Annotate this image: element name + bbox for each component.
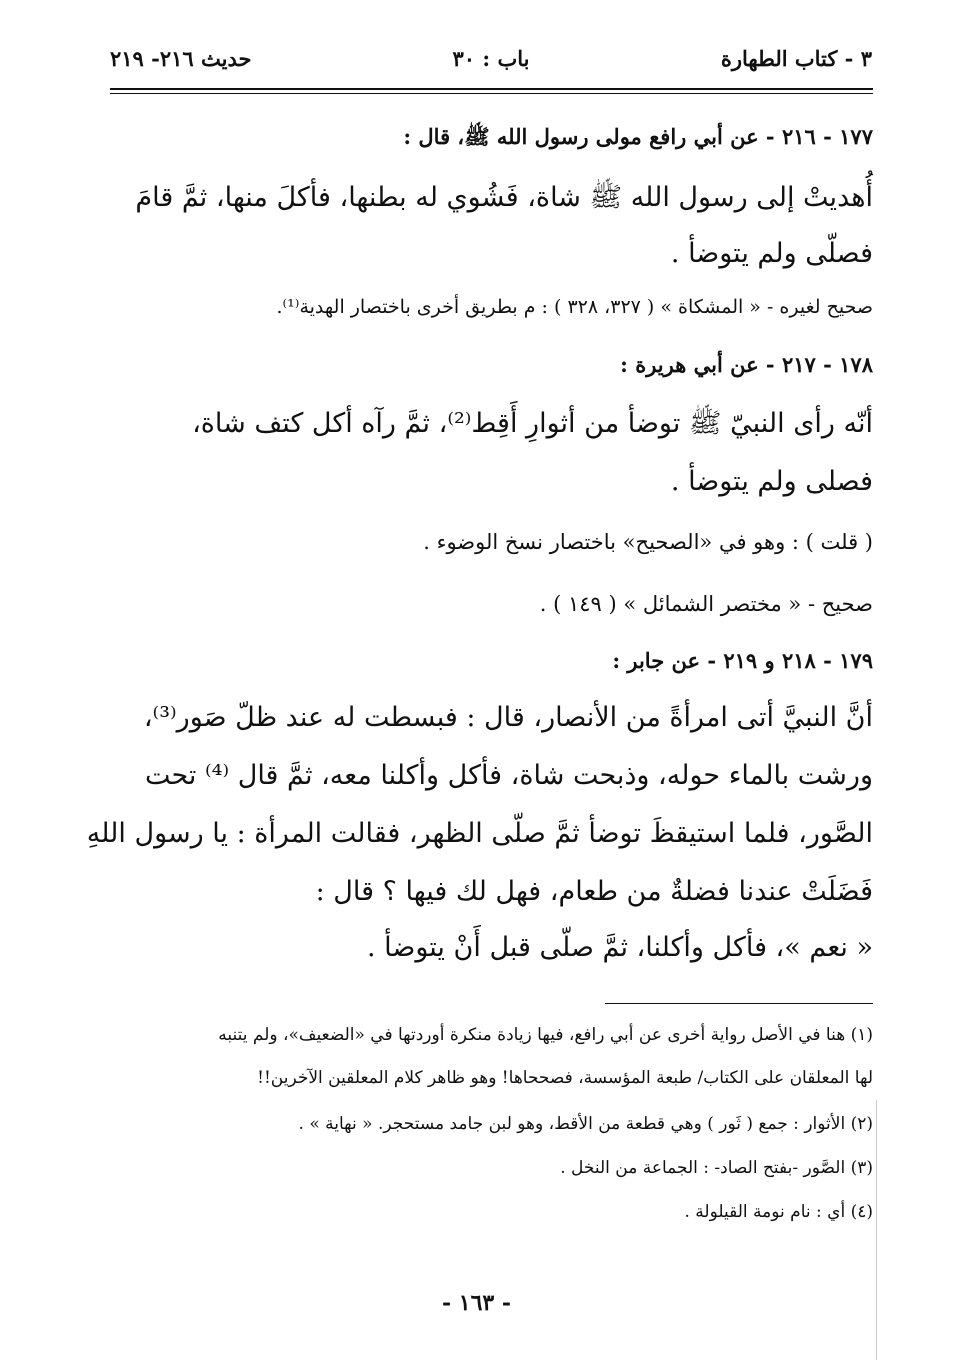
page-number: - ١٦٣ - (441, 1290, 512, 1316)
hadith-177-text-line: فصلّى ولم يتوضأ . (670, 238, 873, 269)
footnote-4: (٤) أي : نام نومة القيلولة . (684, 1202, 873, 1222)
hadith-179-text-line: فَضَلَتْ عندنا فضلةٌ من طعام، فهل لك فيها ؟ قال : (315, 876, 873, 907)
hadith-179-heading: ١٧٩ - ٢١٨ و ٢١٩ - عن جابر : (612, 648, 873, 673)
footnote-separator (605, 1003, 873, 1004)
hadith-177-heading: ١٧٧ - ٢١٦ - عن أبي رافع مولى رسول الله ﷺ، قال : (403, 124, 873, 149)
header-chapter: ٣ - كتاب الطهارة (720, 46, 872, 71)
footnote-1-continued: لها المعلقان على الكتاب/ طبعة المؤسسة، فصححاها! وهو ظاهر كلام المعلقين الآخرين!! (257, 1068, 873, 1088)
header-rule (110, 88, 873, 90)
header-rule-thin (110, 93, 873, 94)
footnote-2: (٢) الأثوار : جمع ( ثَور ) وهي قطعة من الأقط، وهو لبن جامد مستحجر. « نهاية » . (298, 1114, 873, 1134)
hadith-177-text-line: أُهديتْ إلى رسول الله ﷺ شاة، فَشُوي له بطنها، فأكلَ منها، ثمَّ قامَ (135, 182, 873, 213)
hadith-177-grading: صحيح لغيره - « المشكاة » ( ٣٢٧، ٣٢٨ ) : م بطريق أخرى باختصار الهدية⁽¹⁾. (276, 296, 873, 318)
footnote-3: (٣) الصَّور -بفتح الصاد- : الجماعة من النخل . (560, 1158, 873, 1178)
editor-note: ( قلت ) : وهو في «الصحيح» باختصار نسخ الوضوء . (423, 530, 873, 554)
hadith-178-text-line: فصلى ولم يتوضأ . (670, 466, 873, 497)
hadith-178-grading: صحيح - « مختصر الشمائل » ( ١٤٩ ) . (539, 592, 873, 616)
running-header (110, 40, 872, 80)
scan-margin-line (876, 1100, 877, 1360)
hadith-179-text-line: الصَّور، فلما استيقظَ توضأ ثمَّ صلّى الظهر، فقالت المرأة : يا رسول اللهِ (86, 818, 873, 849)
hadith-179-text-line: أنَّ النبيَّ أتى امرأةً من الأنصار، قال : فبسطت له عند ظلّ صَور⁽³⁾، (143, 702, 873, 733)
header-section: باب : ٣٠ (452, 46, 530, 71)
hadith-179-text-line: « نعم »، فأكل وأكلنا، ثمَّ صلّى قبل أَنْ يتوضأ . (367, 932, 873, 963)
hadith-178-text-line: أنّه رأى النبيّ ﷺ توضأ من أثوارِ أَقِط⁽²⁾، ثمَّ رآه أكل كتف شاة، (192, 408, 873, 439)
header-hadith-range: حديث ٢١٦- ٢١٩ (110, 46, 252, 71)
hadith-179-text-line: ورشت بالماء حوله، وذبحت شاة، فأكل وأكلنا معه، ثمَّ قال ⁽⁴⁾ تحت (144, 760, 873, 791)
hadith-178-heading: ١٧٨ - ٢١٧ - عن أبي هريرة : (620, 352, 873, 377)
footnote-1: (١) هنا في الأصل رواية أخرى عن أبي رافع، فيها زيادة منكرة أوردتها في «الضعيف»، ولم يتنبه (218, 1025, 873, 1045)
